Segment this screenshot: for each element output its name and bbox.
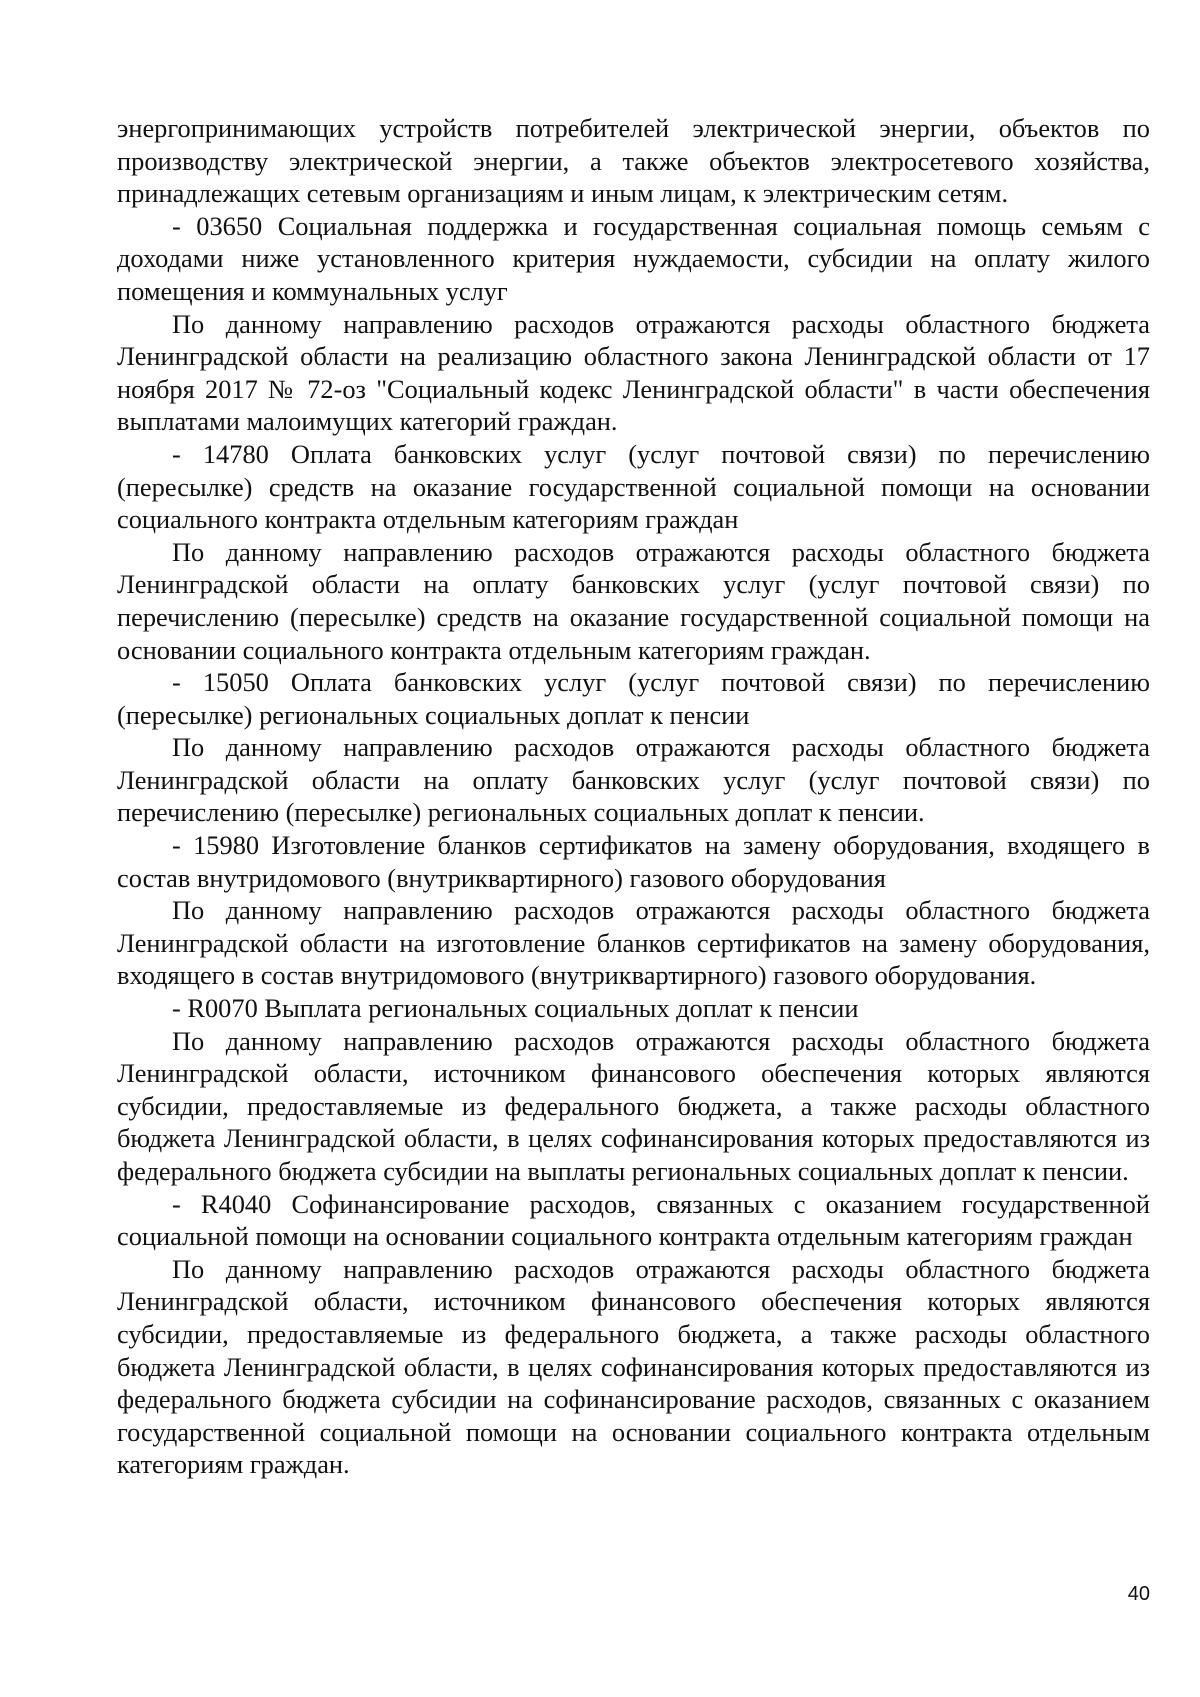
item-description-r0070: По данному направлению расходов отражаются расходы областного бюджета Ленинградской области, источником финансового обеспечения которых являются субсидии, предоставляемые из федерального бюджета, а также расходы областного бюджета Ленинградской области, в целях софинансирования которых предоставляются из федерального бюджета субсидии на выплаты региональных социальных доплат к пенсии.	[117, 1025, 1150, 1186]
item-heading-15050: - 15050 Оплата банковских услуг (услуг почтовой связи) по перечислению (пересылке) региональных социальных доплат к пенсии	[117, 667, 1150, 730]
item-heading-15980: - 15980 Изготовление бланков сертификатов на замену оборудования, входящего в состав внутридомового (внутриквартирного) газового оборудования	[117, 830, 1150, 893]
item-heading-r4040: - R4040 Софинансирование расходов, связанных с оказанием государственной социальной помощи на основании социального контракта отдельным категориям граждан	[117, 1188, 1150, 1252]
item-description-15050: По данному направлению расходов отражаются расходы областного бюджета Ленинградской области на оплату банковских услуг (услуг почтовой связи) по перечислению (пересылке) региональных социальных доплат к пенсии.	[117, 732, 1150, 828]
item-description-r4040: По данному направлению расходов отражаются расходы областного бюджета Ленинградской области, источником финансового обеспечения которых являются субсидии, предоставляемые из федерального бюджета, а также расходы областного бюджета Ленинградской области, в целях софинансирования которых предоставляются из федерального бюджета субсидии на софинансирование расходов, связанных с оказанием государственной социальной помощи на основании социального контракта отдельным категориям граждан.	[117, 1253, 1150, 1480]
item-heading-03650: - 03650 Социальная поддержка и государственная социальная помощь семьям с доходами ниже установленного критерия нуждаемости, субсидии на оплату жилого помещения и коммунальных услуг	[117, 210, 1150, 306]
item-description-03650: По данному направлению расходов отражаются расходы областного бюджета Ленинградской области на реализацию областного закона Ленинградской области от 17 ноября 2017 № 72-оз "Социальный кодекс Ленинградской области" в части обеспечения выплатами малоимущих категорий граждан.	[117, 308, 1150, 437]
paragraph-continuation: энергопринимающих устройств потребителей электрической энергии, объектов по производству электрической энергии, а также объектов электросетевого хозяйства, принадлежащих сетевым организациям и иным лицам, к электрическим сетям.	[117, 113, 1150, 209]
item-heading-14780: - 14780 Оплата банковских услуг (услуг почтовой связи) по перечислению (пересылке) средств на оказание государственной социальной помощи на основании социального контракта отдельным категориям граждан	[117, 438, 1150, 535]
item-description-14780: По данному направлению расходов отражаются расходы областного бюджета Ленинградской области на оплату банковских услуг (услуг почтовой связи) по перечислению (пересылке) средств на оказание государственной социальной помощи на основании социального контракта отдельным категориям граждан.	[117, 536, 1150, 665]
page-number: 40	[1127, 1583, 1150, 1605]
document-body	[117, 112, 1150, 1481]
item-heading-r0070: - R0070 Выплата региональных социальных доплат к пенсии	[172, 993, 859, 1024]
item-description-15980: По данному направлению расходов отражаются расходы областного бюджета Ленинградской области на изготовление бланков сертификатов на замену оборудования, входящего в состав внутридомового (внутриквартирного) газового оборудования.	[117, 895, 1150, 991]
